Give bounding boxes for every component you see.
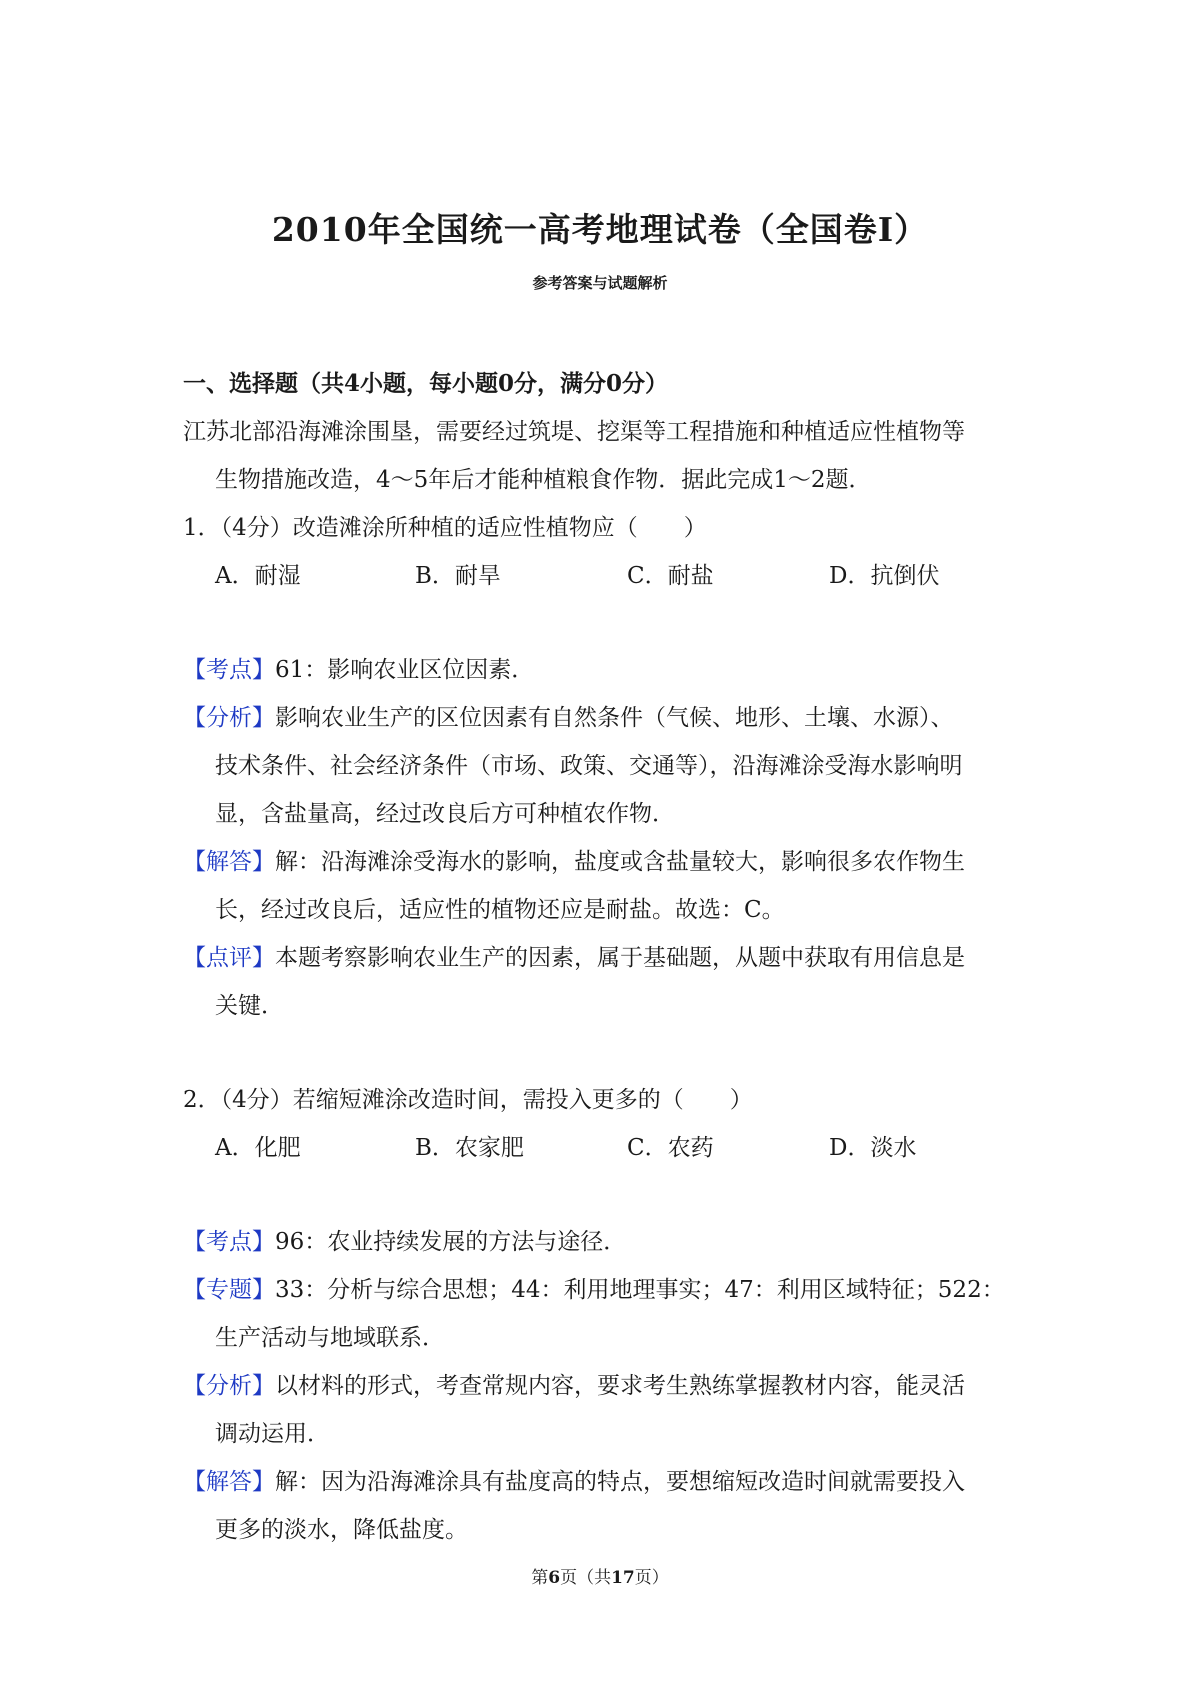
q2-jieda-text-1: 解：因为沿海滩涂具有盐度高的特点，要想缩短改造时间就需要投入 bbox=[275, 1469, 965, 1495]
q1-dianping-tag: 【点评】 bbox=[183, 945, 275, 971]
document-body bbox=[183, 360, 1033, 1554]
q1-jieda-tag: 【解答】 bbox=[183, 849, 275, 875]
spacer bbox=[183, 600, 1033, 646]
question-1-option-d: D．抗倒伏 bbox=[829, 563, 940, 589]
footer-page-number: 6 bbox=[548, 1568, 561, 1588]
question-1-option-b: B．耐旱 bbox=[415, 563, 501, 589]
document-subtitle: 参考答案与试题解析 bbox=[532, 274, 668, 292]
question-2-option-c: C．农药 bbox=[627, 1135, 714, 1161]
question-2-option-d: D．淡水 bbox=[829, 1135, 917, 1161]
q1-fenxi-tag: 【分析】 bbox=[183, 705, 275, 731]
page-footer bbox=[0, 1563, 1200, 1588]
q2-fenxi bbox=[183, 1362, 1033, 1410]
section-heading: 一、选择题（共4小题，每小题0分，满分0分） bbox=[183, 370, 669, 397]
q1-fenxi-text-2: 技术条件、社会经济条件（市场、政策、交通等），沿海滩涂受海水影响明 bbox=[215, 753, 963, 779]
q1-dianping-text-2: 关键． bbox=[215, 993, 284, 1019]
document-title: 2010年全国统一高考地理试卷（全国卷I） bbox=[271, 210, 929, 249]
q1-jieda-text-2: 长，经过改良后，适应性的植物还应是耐盐。故选：C。 bbox=[215, 897, 785, 923]
footer-middle: 页（共 bbox=[560, 1568, 612, 1588]
q1-fenxi-text-1: 影响农业生产的区位因素有自然条件（气候、地形、土壤、水源）、 bbox=[275, 705, 954, 731]
q2-kaodian-tag: 【考点】 bbox=[183, 1229, 275, 1255]
question-1-option-c: C．耐盐 bbox=[627, 563, 714, 589]
q2-zhuanti bbox=[183, 1266, 1033, 1314]
q1-fenxi bbox=[183, 694, 1033, 742]
q2-kaodian-text: 96：农业持续发展的方法与途径． bbox=[275, 1229, 627, 1255]
spacer bbox=[183, 1030, 1033, 1076]
q2-jieda-tag: 【解答】 bbox=[183, 1469, 275, 1495]
material-line-2: 生物措施改造，4～5年后才能种植粮食作物．据此完成1～2题． bbox=[215, 467, 872, 493]
question-1-options bbox=[183, 552, 1033, 600]
q2-zhuanti-text-2: 生产活动与地域联系． bbox=[215, 1325, 445, 1351]
question-2-option-b: B．农家肥 bbox=[415, 1135, 524, 1161]
q2-zhuanti-tag: 【专题】 bbox=[183, 1277, 275, 1303]
question-1-option-a: A．耐湿 bbox=[215, 563, 301, 589]
q2-jieda-text-2: 更多的淡水，降低盐度。 bbox=[215, 1517, 468, 1543]
footer-suffix: 页） bbox=[634, 1568, 669, 1588]
spacer bbox=[183, 1172, 1033, 1218]
q2-zhuanti-text-1: 33：分析与综合思想；44：利用地理事实；47：利用区域特征；522： bbox=[275, 1277, 1005, 1303]
q2-fenxi-text-2: 调动运用． bbox=[215, 1421, 330, 1447]
question-2-stem: 2．（4分）若缩短滩涂改造时间，需投入更多的（ ） bbox=[183, 1087, 753, 1113]
footer-prefix: 第 bbox=[531, 1568, 549, 1588]
q2-fenxi-text-1: 以材料的形式，考查常规内容，要求考生熟练掌握教材内容，能灵活 bbox=[275, 1373, 965, 1399]
question-1-stem: 1．（4分）改造滩涂所种植的适应性植物应（ ） bbox=[183, 515, 707, 541]
question-2-option-a: A．化肥 bbox=[215, 1135, 301, 1161]
footer-total-pages: 17 bbox=[611, 1568, 635, 1588]
q1-jieda bbox=[183, 838, 1033, 886]
q1-dianping-text-1: 本题考察影响农业生产的因素，属于基础题，从题中获取有用信息是 bbox=[275, 945, 965, 971]
q2-jieda bbox=[183, 1458, 1033, 1506]
question-2-options bbox=[183, 1124, 1033, 1172]
material-line-1: 江苏北部沿海滩涂围垦，需要经过筑堤、挖渠等工程措施和种植适应性植物等 bbox=[183, 419, 965, 445]
q1-kaodian bbox=[183, 646, 1033, 694]
q1-dianping bbox=[183, 934, 1033, 982]
q1-kaodian-text: 61：影响农业区位因素． bbox=[275, 657, 535, 683]
q1-kaodian-tag: 【考点】 bbox=[183, 657, 275, 683]
q2-fenxi-tag: 【分析】 bbox=[183, 1373, 275, 1399]
q1-fenxi-text-3: 显，含盐量高，经过改良后方可种植农作物． bbox=[215, 801, 675, 827]
q1-jieda-text-1: 解：沿海滩涂受海水的影响，盐度或含盐量较大，影响很多农作物生 bbox=[275, 849, 965, 875]
q2-kaodian bbox=[183, 1218, 1033, 1266]
